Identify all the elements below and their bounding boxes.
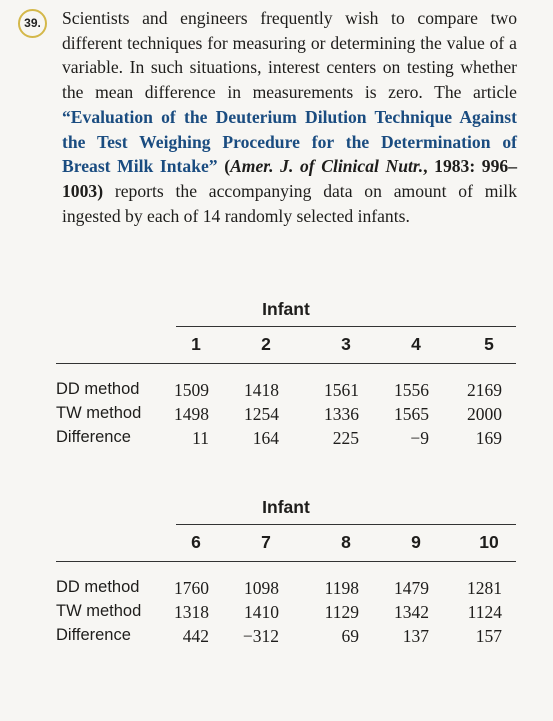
table-cell: −9: [410, 428, 429, 448]
journal-name: Amer. J. of Clinical Nutr.: [230, 156, 424, 177]
table-cell: 69: [341, 626, 359, 646]
article-title: “Evaluation of the Deuterium Dilution Technique Against the Test Weighing Procedure for the Determination of Breast Milk Intake”: [62, 106, 517, 177]
table-cell: 1198: [324, 578, 359, 598]
table-cell: 1498: [174, 404, 209, 424]
table-cell: 11: [192, 428, 209, 448]
row-label: Difference: [56, 428, 131, 446]
problem-outro: reports the accompanying data on amount of milk ingested by each of 14 randomly selected infants.: [62, 180, 517, 226]
table-cell: 2169: [467, 380, 502, 400]
row-label: DD method: [56, 578, 140, 596]
table-cell: 1342: [394, 602, 429, 622]
table-cell: 1318: [174, 602, 209, 622]
table-cell: 1124: [467, 602, 502, 622]
table-caption: Infant: [262, 497, 310, 517]
table-rule-top: [176, 326, 516, 327]
table-rule-header: [56, 363, 516, 364]
column-header: 10: [479, 532, 499, 552]
table-cell: 1410: [244, 602, 279, 622]
column-header: 6: [191, 532, 201, 552]
column-header: 1: [191, 334, 201, 354]
table-cell: 157: [475, 626, 502, 646]
problem-intro: Scientists and engineers frequently wish to compare two different techniques for measuring or determining the value of a variable. In such situations, interest centers on testing whether the mean difference in measurements is zero. The article: [62, 8, 517, 103]
table-cell: 1098: [244, 578, 279, 598]
table-rule-header: [56, 561, 516, 562]
table-cell: 137: [402, 626, 429, 646]
table-cell: 1336: [324, 404, 359, 424]
table-cell: 1561: [324, 380, 359, 400]
data-table-infants-6-10: [56, 492, 516, 662]
row-label: Difference: [56, 626, 131, 644]
column-header: 8: [341, 532, 351, 552]
problem-text: [62, 6, 517, 228]
table-cell: 1281: [467, 578, 502, 598]
column-header: 4: [411, 334, 421, 354]
column-header: 5: [484, 334, 494, 354]
problem-number: 39.: [18, 9, 47, 38]
table-rule-top: [176, 524, 516, 525]
table-cell: 225: [332, 428, 359, 448]
table-cell: 442: [182, 626, 209, 646]
table-cell: 1565: [394, 404, 429, 424]
column-header: 2: [261, 334, 271, 354]
column-header: 7: [261, 532, 271, 552]
journal-details: , 1983: 996–1003): [62, 156, 517, 201]
table-cell: 1556: [394, 380, 429, 400]
column-header: 3: [341, 334, 351, 354]
data-table-infants-1-5: [56, 294, 516, 464]
table-cell: 1760: [174, 578, 209, 598]
table-cell: 2000: [467, 404, 502, 424]
table-cell: 1509: [174, 380, 209, 400]
table-cell: 1418: [244, 380, 279, 400]
table-cell: 169: [475, 428, 502, 448]
table-cell: 1479: [394, 578, 429, 598]
row-label: DD method: [56, 380, 140, 398]
table-cell: 1129: [324, 602, 359, 622]
row-label: TW method: [56, 404, 142, 422]
row-label: TW method: [56, 602, 142, 620]
table-cell: −312: [242, 626, 279, 646]
table-cell: 1254: [244, 404, 279, 424]
table-cell: 164: [252, 428, 279, 448]
column-header: 9: [411, 532, 421, 552]
table-caption: Infant: [262, 299, 310, 319]
journal-open: (: [217, 156, 231, 177]
